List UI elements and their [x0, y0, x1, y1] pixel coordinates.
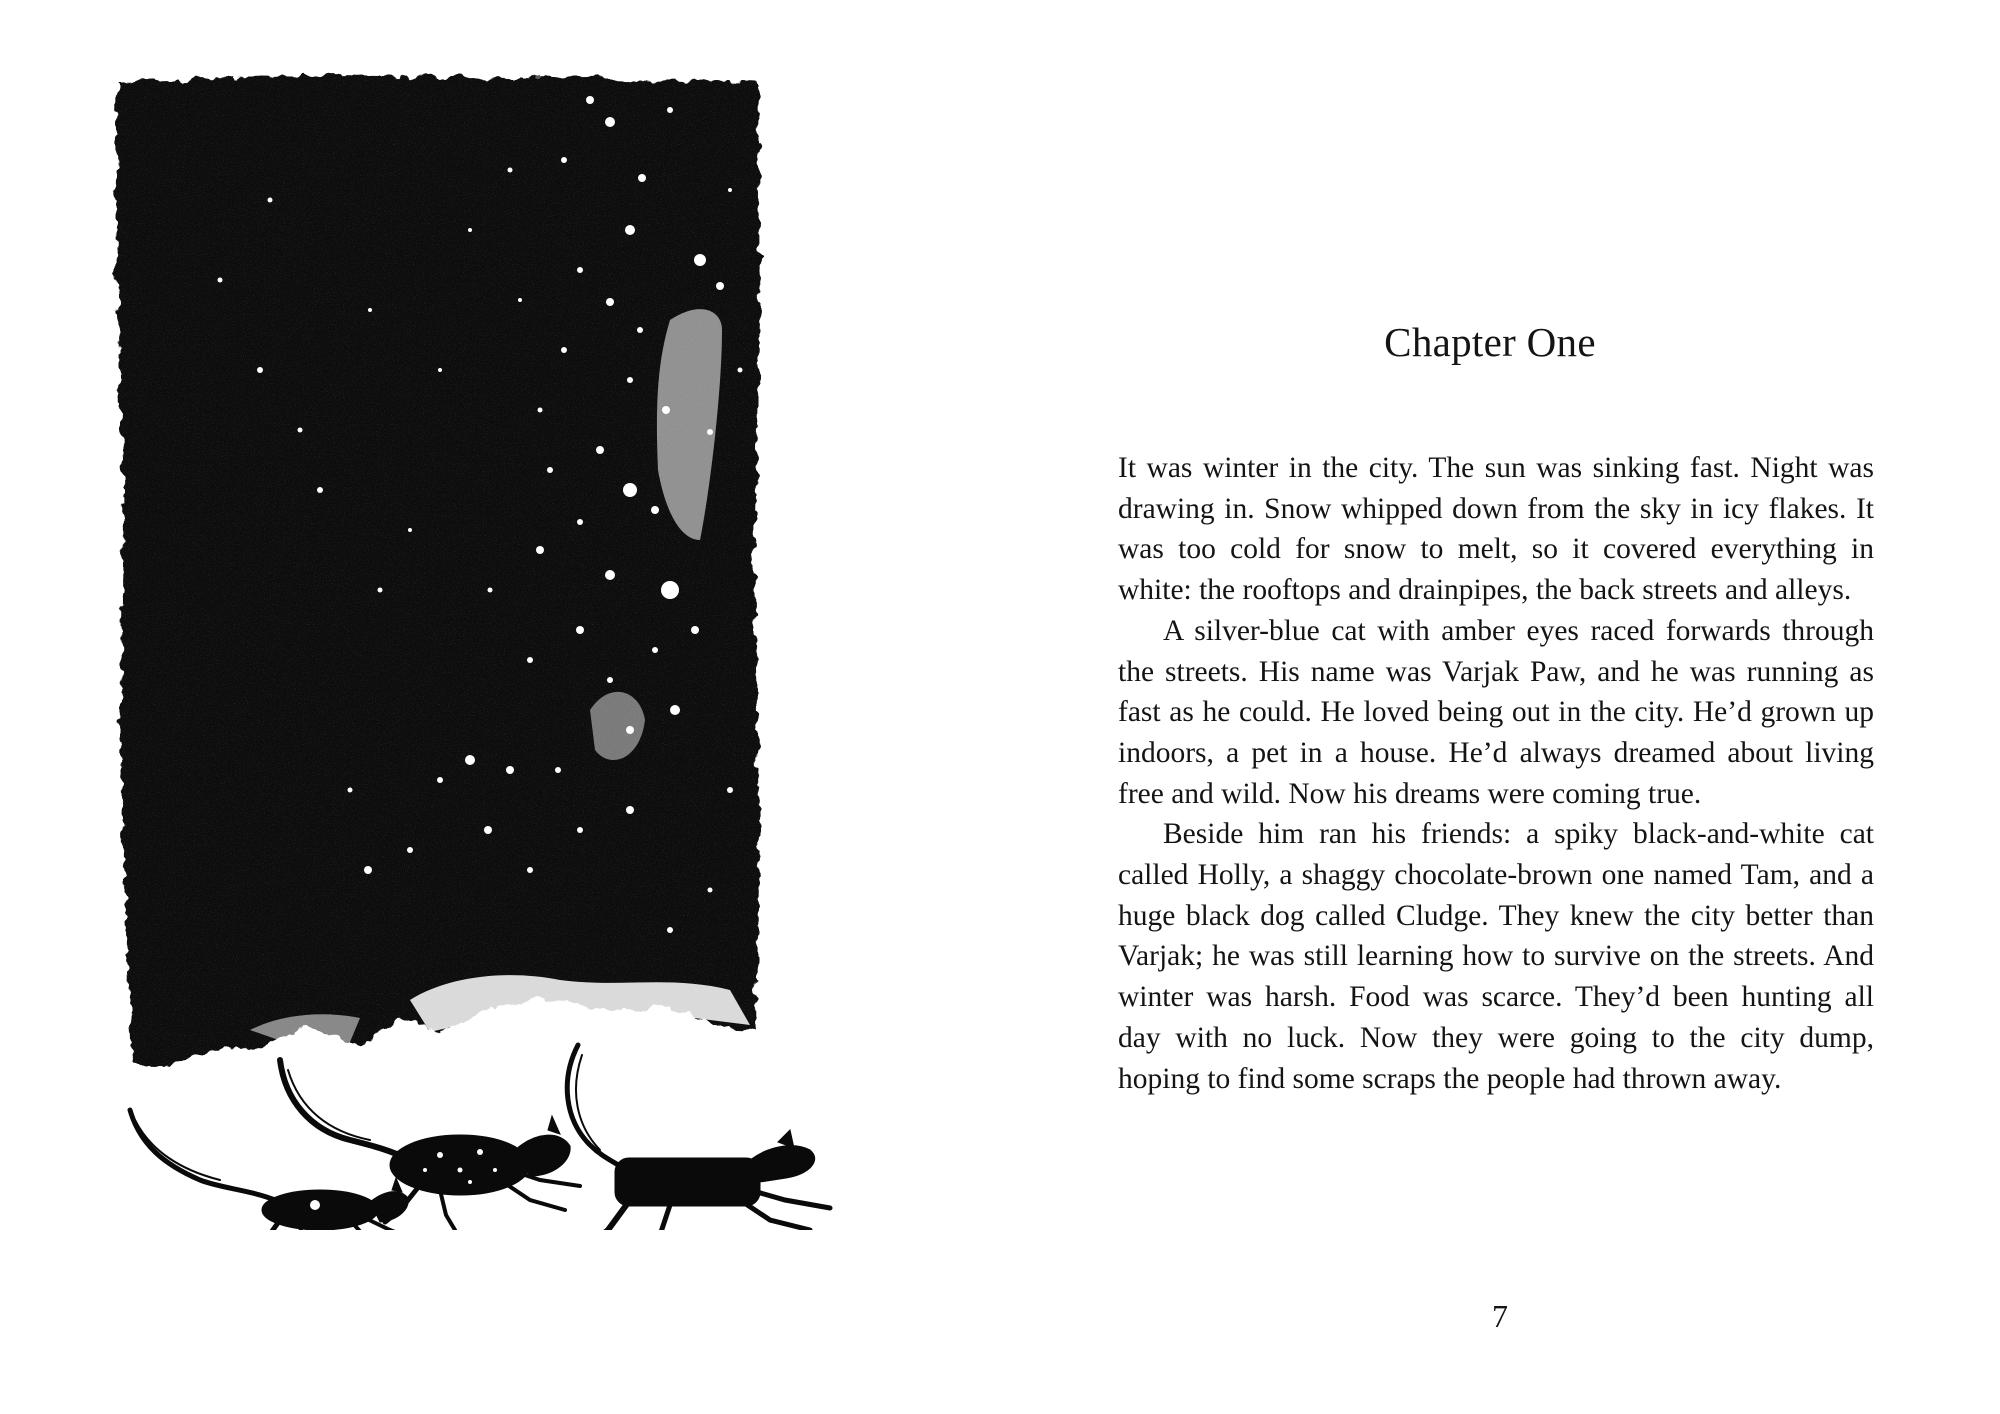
- page-number: 7: [1492, 1298, 1508, 1334]
- paragraph-2: A silver-blue cat with amber eyes raced forwards through the streets. His name was Varjak Paw, and he was running as fast as he could. He loved being out in the city. He’d grown up indoors, a pet in a house. He’d always dreamed about living free and wild. Now his dreams were coming true.: [1118, 614, 1874, 810]
- chapter-body-text: [1118, 448, 1874, 1099]
- paragraph-3: Beside him ran his friends: a spiky black-and-white cat called Holly, a shaggy chocolate-brown one named Tam, and a huge black dog called Cludge. They knew the city better than Varjak; he was still learning how to survive on the streets. And winter was harsh. Food was scarce. They’d been hunting all day with no luck. Now they were going to the city dump, hoping to find some scraps the people had thrown away.: [1118, 818, 1874, 1095]
- ink-grain: [110, 70, 870, 1070]
- running-animals: [130, 1045, 830, 1230]
- paragraph-1: It was winter in the city. The sun was sinking fast. Night was drawing in. Snow whipped down from the sky in icy flakes. It was too cold for snow to melt, so it covered everything in white: the rooftops and drainpipes, the back streets and alleys.: [1118, 452, 1874, 607]
- cat-holly: [130, 1110, 410, 1230]
- ink-illustration-svg: [110, 70, 870, 1230]
- night-snow-illustration: [110, 70, 870, 1230]
- dog-cludge: [565, 1045, 830, 1230]
- chapter-title: Chapter One: [1384, 319, 1596, 365]
